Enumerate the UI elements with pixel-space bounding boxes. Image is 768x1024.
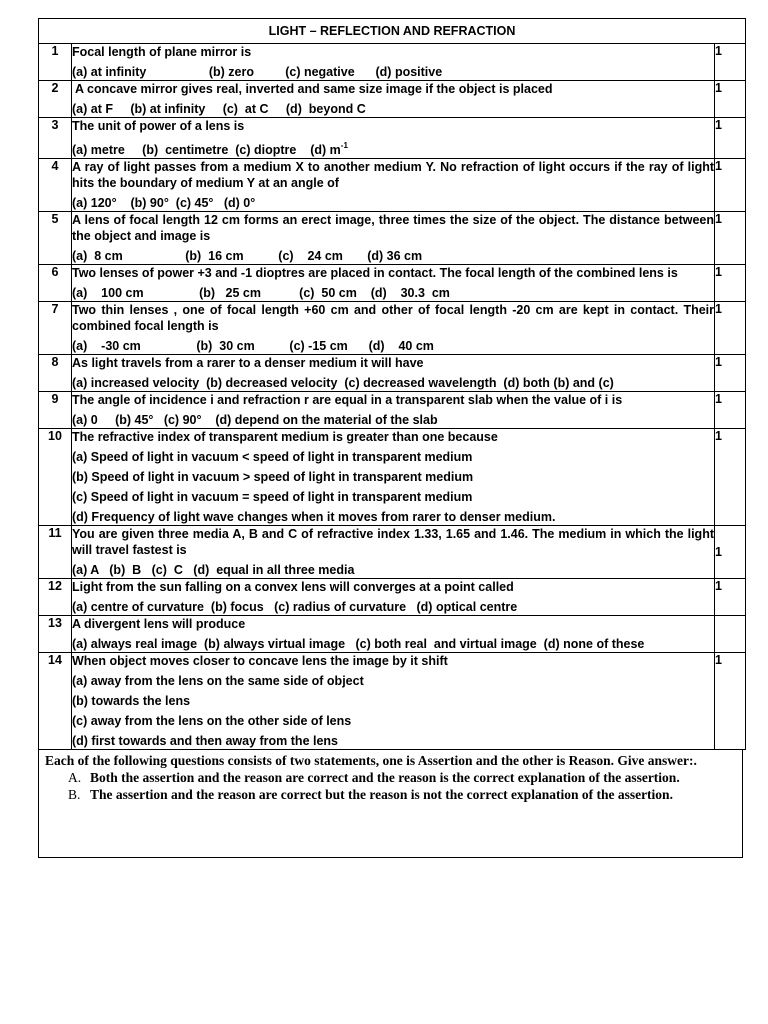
option-text: Both the assertion and the reason are correct and the reason is the correct explanation of the assertion.	[90, 770, 680, 785]
question-body	[72, 118, 715, 159]
question-options: (a) increased velocity (b) decreased velocity (c) decreased wavelength (d) both (b) and (c)	[72, 376, 614, 390]
question-stem: A concave mirror gives real, inverted and same size image if the object is placed	[72, 82, 553, 96]
question-marks: 1	[715, 118, 746, 159]
option-b: (b) Speed of light in vacuum > speed of light in transparent medium	[72, 470, 474, 484]
question-number: 10	[39, 429, 72, 526]
question-marks: 1	[715, 302, 746, 355]
question-stem: A ray of light passes from a medium X to another medium Y. No refraction of light occurs if the ray of light hits the boundary of medium Y at an angle of	[72, 160, 714, 190]
question-row	[39, 44, 746, 81]
question-options: (a) A (b) B (c) C (d) equal in all three media	[72, 563, 355, 577]
question-number: 14	[39, 653, 72, 750]
question-options: (a) -30 cm (b) 30 cm (c) -15 cm (d) 40 cm	[72, 339, 434, 353]
option-label: A.	[68, 770, 82, 785]
option-a: (a) Speed of light in vacuum < speed of light in transparent medium	[72, 450, 473, 464]
question-stem: Two thin lenses , one of focal length +60 cm and other of focal length -20 cm are kept in contact. Their combined focal length is	[72, 303, 714, 333]
option-label: B.	[68, 787, 81, 802]
option-c: (c) away from the lens on the other side of lens	[72, 714, 352, 728]
question-stem: A lens of focal length 12 cm forms an erect image, three times the size of the object. The distance between the object and image is	[72, 213, 714, 243]
option-c: (c) Speed of light in vacuum = speed of light in transparent medium	[72, 490, 473, 504]
question-options: (a) centre of curvature (b) focus (c) radius of curvature (d) optical centre	[72, 600, 518, 614]
question-options: (a) always real image (b) always virtual image (c) both real and virtual image (d) none of these	[72, 637, 645, 651]
question-stem: The angle of incidence i and refraction r are equal in a transparent slab when the value of i is	[72, 393, 623, 407]
question-stem: Two lenses of power +3 and -1 dioptres are placed in contact. The focal length of the combined lens is	[72, 266, 678, 280]
question-row	[39, 118, 746, 159]
question-marks: 1	[715, 265, 746, 302]
question-row	[39, 212, 746, 265]
question-marks: 1	[715, 44, 746, 81]
question-row	[39, 81, 746, 118]
question-body	[72, 212, 715, 265]
question-marks: 1	[715, 579, 746, 616]
question-body	[72, 355, 715, 392]
question-stem: As light travels from a rarer to a denser medium it will have	[72, 356, 424, 370]
question-stem: The unit of power of a lens is	[72, 119, 245, 133]
question-body	[72, 429, 715, 526]
option-a: (a) away from the lens on the same side of object	[72, 674, 364, 688]
question-number: 2	[39, 81, 72, 118]
question-body	[72, 616, 715, 653]
question-body	[72, 392, 715, 429]
options-text: (a) metre (b) centimetre (c) dioptre (d) m	[72, 143, 341, 157]
question-row	[39, 653, 746, 750]
question-options: (a) 120° (b) 90° (c) 45° (d) 0°	[72, 196, 256, 210]
assertion-option-a	[45, 769, 742, 786]
question-body	[72, 302, 715, 355]
question-marks: 1	[715, 526, 746, 579]
question-stem: The refractive index of transparent medium is greater than one because	[72, 430, 498, 444]
assertion-reason-intro: Each of the following questions consists of two statements, one is Assertion and the other is Reason. Give answer:.	[45, 753, 697, 768]
question-options: (a) 100 cm (b) 25 cm (c) 50 cm (d) 30.3 cm	[72, 286, 450, 300]
question-table	[38, 18, 746, 750]
question-number: 5	[39, 212, 72, 265]
question-marks: 1	[715, 159, 746, 212]
question-number: 9	[39, 392, 72, 429]
question-row	[39, 355, 746, 392]
question-row	[39, 159, 746, 212]
question-number: 13	[39, 616, 72, 653]
question-marks: 1	[715, 392, 746, 429]
question-number: 12	[39, 579, 72, 616]
question-options: (a) 0 (b) 45° (c) 90° (d) depend on the material of the slab	[72, 413, 438, 427]
question-marks: 1	[715, 212, 746, 265]
question-row	[39, 579, 746, 616]
question-marks: 1	[715, 81, 746, 118]
question-body	[72, 653, 715, 750]
question-body	[72, 44, 715, 81]
question-number: 8	[39, 355, 72, 392]
question-marks: 1	[715, 429, 746, 526]
question-number: 1	[39, 44, 72, 81]
question-marks: 1	[715, 653, 746, 750]
worksheet	[38, 18, 745, 858]
question-options: (a) at F (b) at infinity (c) at C (d) beyond C	[72, 102, 366, 116]
question-row	[39, 429, 746, 526]
option-text: The assertion and the reason are correct but the reason is not the correct explanation of the assertion.	[90, 787, 673, 802]
option-b: (b) towards the lens	[72, 694, 191, 708]
question-number: 6	[39, 265, 72, 302]
assertion-option-b	[45, 786, 742, 803]
question-stem: Light from the sun falling on a convex lens will converges at a point called	[72, 580, 514, 594]
question-stem: You are given three media A, B and C of refractive index 1.33, 1.65 and 1.46. The medium in which the light will travel fastest is	[72, 527, 714, 557]
question-options: (a) 8 cm (b) 16 cm (c) 24 cm (d) 36 cm	[72, 249, 423, 263]
question-stem: Focal length of plane mirror is	[72, 45, 252, 59]
question-row	[39, 265, 746, 302]
question-options	[72, 138, 714, 158]
question-marks: 1	[715, 355, 746, 392]
question-number: 7	[39, 302, 72, 355]
question-number: 4	[39, 159, 72, 212]
option-d: (d) Frequency of light wave changes when it moves from rarer to denser medium.	[72, 510, 556, 524]
question-body	[72, 81, 715, 118]
question-options: (a) at infinity (b) zero (c) negative (d) positive	[72, 65, 443, 79]
question-row	[39, 616, 746, 653]
question-number: 3	[39, 118, 72, 159]
question-stem: A divergent lens will produce	[72, 617, 246, 631]
question-body	[72, 526, 715, 579]
question-row	[39, 302, 746, 355]
assertion-reason-section	[38, 750, 743, 858]
question-marks	[715, 616, 746, 653]
question-body	[72, 579, 715, 616]
question-stem: When object moves closer to concave lens the image by it shift	[72, 654, 448, 668]
question-number: 11	[39, 526, 72, 579]
option-d: (d) first towards and then away from the lens	[72, 734, 339, 748]
question-body	[72, 265, 715, 302]
question-body	[72, 159, 715, 212]
superscript: -1	[340, 141, 348, 150]
question-row	[39, 526, 746, 579]
question-row	[39, 392, 746, 429]
worksheet-title: LIGHT – REFLECTION AND REFRACTION	[39, 19, 746, 44]
